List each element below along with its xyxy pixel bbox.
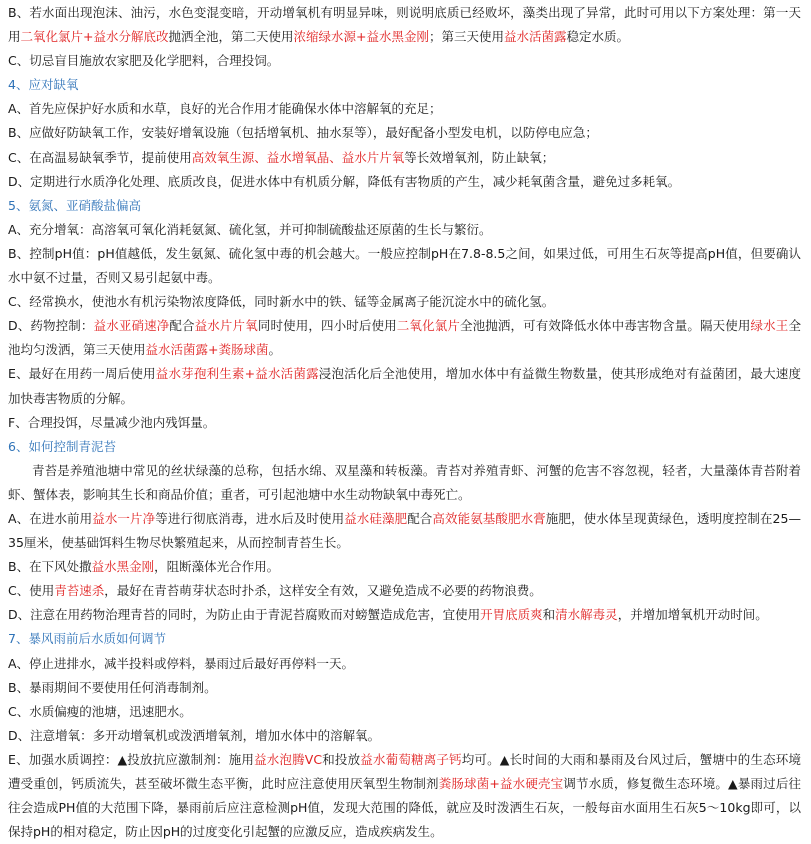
text-run: ，阻断藻体光合作用。 bbox=[154, 559, 280, 575]
text-run: B、应做好防缺氧工作，安装好增氧设施（包括增氧机、抽水泵等），最好配备小型发电机，以防停电应急； bbox=[8, 125, 598, 141]
product-name: 益水泡腾VC bbox=[254, 751, 323, 767]
paragraph-d-crab-protection bbox=[8, 603, 801, 627]
paragraph-d-purification bbox=[8, 170, 801, 194]
text-run: C、经常换水，使池水有机污染物浓度降低，同时新水中的铁、锰等金属离子能沉淀水中的硫化氢。 bbox=[8, 294, 555, 310]
product-name: 粪肠球菌+益水硬壳宝 bbox=[438, 776, 564, 791]
section-heading-hypoxia bbox=[8, 73, 801, 97]
paragraph-a-disinfect-fertilize bbox=[8, 507, 801, 555]
text-run: 。 bbox=[268, 342, 282, 358]
text-run: D、注意增氧：多开动增氧机或泼洒增氧剂，增加水体中的溶解氧。 bbox=[8, 727, 381, 743]
paragraph-b-foam-oil bbox=[8, 1, 801, 49]
product-name: 益水一片净 bbox=[92, 510, 156, 526]
product-name: 益水活菌露 bbox=[504, 29, 567, 45]
text-run: 浸泡活化后全池使用，增加水体中有益微生物数量，使其形成绝对有益菌团，最大速度加快毒害物质的分解。 bbox=[8, 366, 801, 406]
paragraph-b-block-light bbox=[8, 555, 801, 579]
section-heading-algae-control bbox=[8, 435, 801, 459]
text-run: ，最好在青苔萌芽状态时扑杀，这样安全有效，又避免造成不必要的药物浪费。 bbox=[104, 583, 542, 599]
section-heading-ammonia-nitrite bbox=[8, 194, 801, 218]
text-run: D、定期进行水质净化处理、底质改良，促进水体中有机质分解，降低有害物质的产生，减少耗氧菌含量，避免过多耗氧。 bbox=[8, 173, 681, 189]
heading-text: 6、如何控制青泥苔 bbox=[8, 438, 116, 454]
text-run: A、停止进排水，减半投料或停料，暴雨过后最好再停料一天。 bbox=[8, 655, 355, 671]
text-run: 施肥，使水体呈现黄绿色，透明度控制在25—35厘米，使基础饵料生物尽快繁殖起来，从而控制青苔生长。 bbox=[8, 510, 801, 551]
paragraph-c-water-change bbox=[8, 290, 801, 314]
text-run: 等进行彻底消毒，进水后及时使用 bbox=[155, 510, 345, 526]
product-name: 绿水王 bbox=[750, 318, 789, 334]
paragraph-c-oxygen-agents bbox=[8, 146, 801, 170]
text-run: D、注意在用药物治理青苔的同时，为防止由于青泥苔腐败而对螃蟹造成危害，宜使用 bbox=[8, 607, 481, 623]
text-run: A、充分增氧：高溶氧可氧化消耗氨氮、硫化氢，并可抑制硫酸盐还原菌的生长与繁衍。 bbox=[8, 221, 492, 237]
text-run: C、使用 bbox=[8, 583, 55, 599]
text-run: 同时使用，四小时后使用 bbox=[257, 318, 397, 334]
text-run: 和投放 bbox=[322, 751, 361, 767]
paragraph-a-full-aeration bbox=[8, 218, 801, 242]
text-run: B、暴雨期间不要使用任何消毒制剂。 bbox=[8, 679, 217, 695]
text-run: B、若水面出现泡沫、油污，水色变混变暗，开动增氧机有明显异味，则说明底质已经败坏，藻类出现了异常，此时可用以下方案处理：第一天用 bbox=[8, 5, 801, 45]
paragraph-a-protect-plants bbox=[8, 97, 801, 121]
paragraph-b-ph-control bbox=[8, 242, 801, 290]
text-run: 均可。▲长时间的大雨和暴雨及台风过后，蟹塘中的生态环境遭受重创，钙质流失，甚至破坏微生态平衡，此时应注意使用厌氧型生物制剂 bbox=[8, 751, 801, 791]
text-run: A、首先应保护好水质和水草，良好的光合作用才能确保水体中溶解氧的充足； bbox=[8, 101, 442, 117]
text-run: E、最好在用药一周后使用 bbox=[8, 366, 156, 382]
text-run: 青苔是养殖池塘中常见的丝状绿藻的总称，包括水绵、双星藻和转板藻。青苔对养殖青虾、河蟹的危害不容忽视，轻者，大量藻体青苔附着虾、蟹体表，影响其生长和商品价值；重者，可引起池塘中水生动物缺氧中毒死亡。 bbox=[8, 462, 801, 502]
text-run: C、在高温易缺氧季节，提前使用 bbox=[8, 149, 192, 165]
text-run: ；第三天使用 bbox=[429, 29, 505, 45]
product-name: 高效氧生源、益水增氧晶、益水片片氧 bbox=[191, 149, 405, 165]
paragraph-algae-intro bbox=[8, 459, 801, 507]
text-run: 配合 bbox=[169, 318, 195, 334]
text-run: 全池抛洒，可有效降低水体中毒害物含量。隔天使用 bbox=[459, 318, 751, 334]
product-name: 高效能氨基酸肥水膏 bbox=[432, 510, 546, 526]
text-run: D、药物控制： bbox=[8, 318, 94, 334]
product-name: 益水片片氧 bbox=[194, 318, 258, 334]
heading-text: 5、氨氮、亚硝酸盐偏高 bbox=[8, 197, 141, 213]
text-run: C、水质偏瘦的池塘，迅速肥水。 bbox=[8, 703, 192, 719]
text-run: C、切忌盲目施放农家肥及化学肥料，合理投饲。 bbox=[8, 53, 280, 69]
text-run: 全池均匀泼洒，第三天使用 bbox=[8, 318, 801, 358]
paragraph-b-no-disinfect bbox=[8, 676, 801, 700]
text-run: F、合理投饵，尽量减少池内残饵量。 bbox=[8, 414, 216, 430]
heading-text: 4、应对缺氧 bbox=[8, 77, 79, 93]
paragraph-c-no-manure bbox=[8, 49, 801, 73]
paragraph-a-stop-water bbox=[8, 652, 801, 676]
text-run: 配合 bbox=[407, 510, 433, 526]
product-name: 二氧化氯片 bbox=[396, 318, 460, 334]
paragraph-d-aeration bbox=[8, 724, 801, 748]
section-heading-storm bbox=[8, 627, 801, 651]
product-name: 益水黑金刚 bbox=[91, 559, 155, 575]
paragraph-b-aeration-setup bbox=[8, 121, 801, 145]
paragraph-f-feeding bbox=[8, 411, 801, 435]
product-name: 益水葡萄糖离子钙 bbox=[360, 751, 462, 767]
heading-text: 7、暴风雨前后水质如何调节 bbox=[8, 631, 166, 647]
product-name: 开胃底质爽 bbox=[480, 607, 543, 623]
text-run: 抛洒全池，第二天使用 bbox=[168, 29, 294, 45]
paragraph-d-drug-control bbox=[8, 314, 801, 362]
text-run: 等长效增氧剂，防止缺氧； bbox=[404, 149, 555, 165]
text-run: ，并增加增氧机开动时间。 bbox=[617, 607, 768, 623]
product-name: 益水亚硝速净 bbox=[93, 318, 170, 334]
paragraph-c-fertilize bbox=[8, 700, 801, 724]
product-name: 清水解毒灵 bbox=[555, 607, 618, 623]
product-name: 益水芽孢利生素+益水活菌露 bbox=[155, 366, 319, 382]
text-run: 和 bbox=[542, 607, 556, 623]
text-run: A、在进水前用 bbox=[8, 510, 93, 526]
product-name: 益水硅藻肥 bbox=[344, 510, 408, 526]
product-name: 浓缩绿水源+益水黑金刚 bbox=[293, 29, 429, 45]
text-run: B、控制pH值：pH值越低，发生氨氮、硫化氢中毒的机会越大。一般应控制pH在7.8-8.5之间，如果过低，可用生石灰等提高pH值，但要确认水中氨不过量，否则又易引起氨中毒。 bbox=[8, 245, 801, 286]
paragraph-e-water-regulation bbox=[8, 748, 801, 844]
text-run: B、在下风处撒 bbox=[8, 559, 92, 575]
paragraph-e-probiotics bbox=[8, 362, 801, 410]
product-name: 青苔速杀 bbox=[54, 583, 105, 599]
product-name: 二氧化氯片+益水分解底改 bbox=[20, 29, 169, 45]
text-run: 稳定水质。 bbox=[566, 29, 630, 45]
paragraph-c-algae-kill bbox=[8, 579, 801, 603]
product-name: 益水活菌露+粪肠球菌 bbox=[145, 342, 269, 358]
text-run: 调节水质，修复微生态环境。▲暴雨过后往往会造成PH值的大范围下降，暴雨前后应注意检测pH值，发现大范围的降低，就应及时泼洒生石灰，一般每亩水面用生石灰5～10kg即可，以保持pH的相对稳定，防止因pH的过度变化引起蟹的应激反应，造成疾病发生。 bbox=[8, 776, 801, 840]
text-run: E、加强水质调控：▲投放抗应激制剂：施用 bbox=[8, 751, 255, 767]
